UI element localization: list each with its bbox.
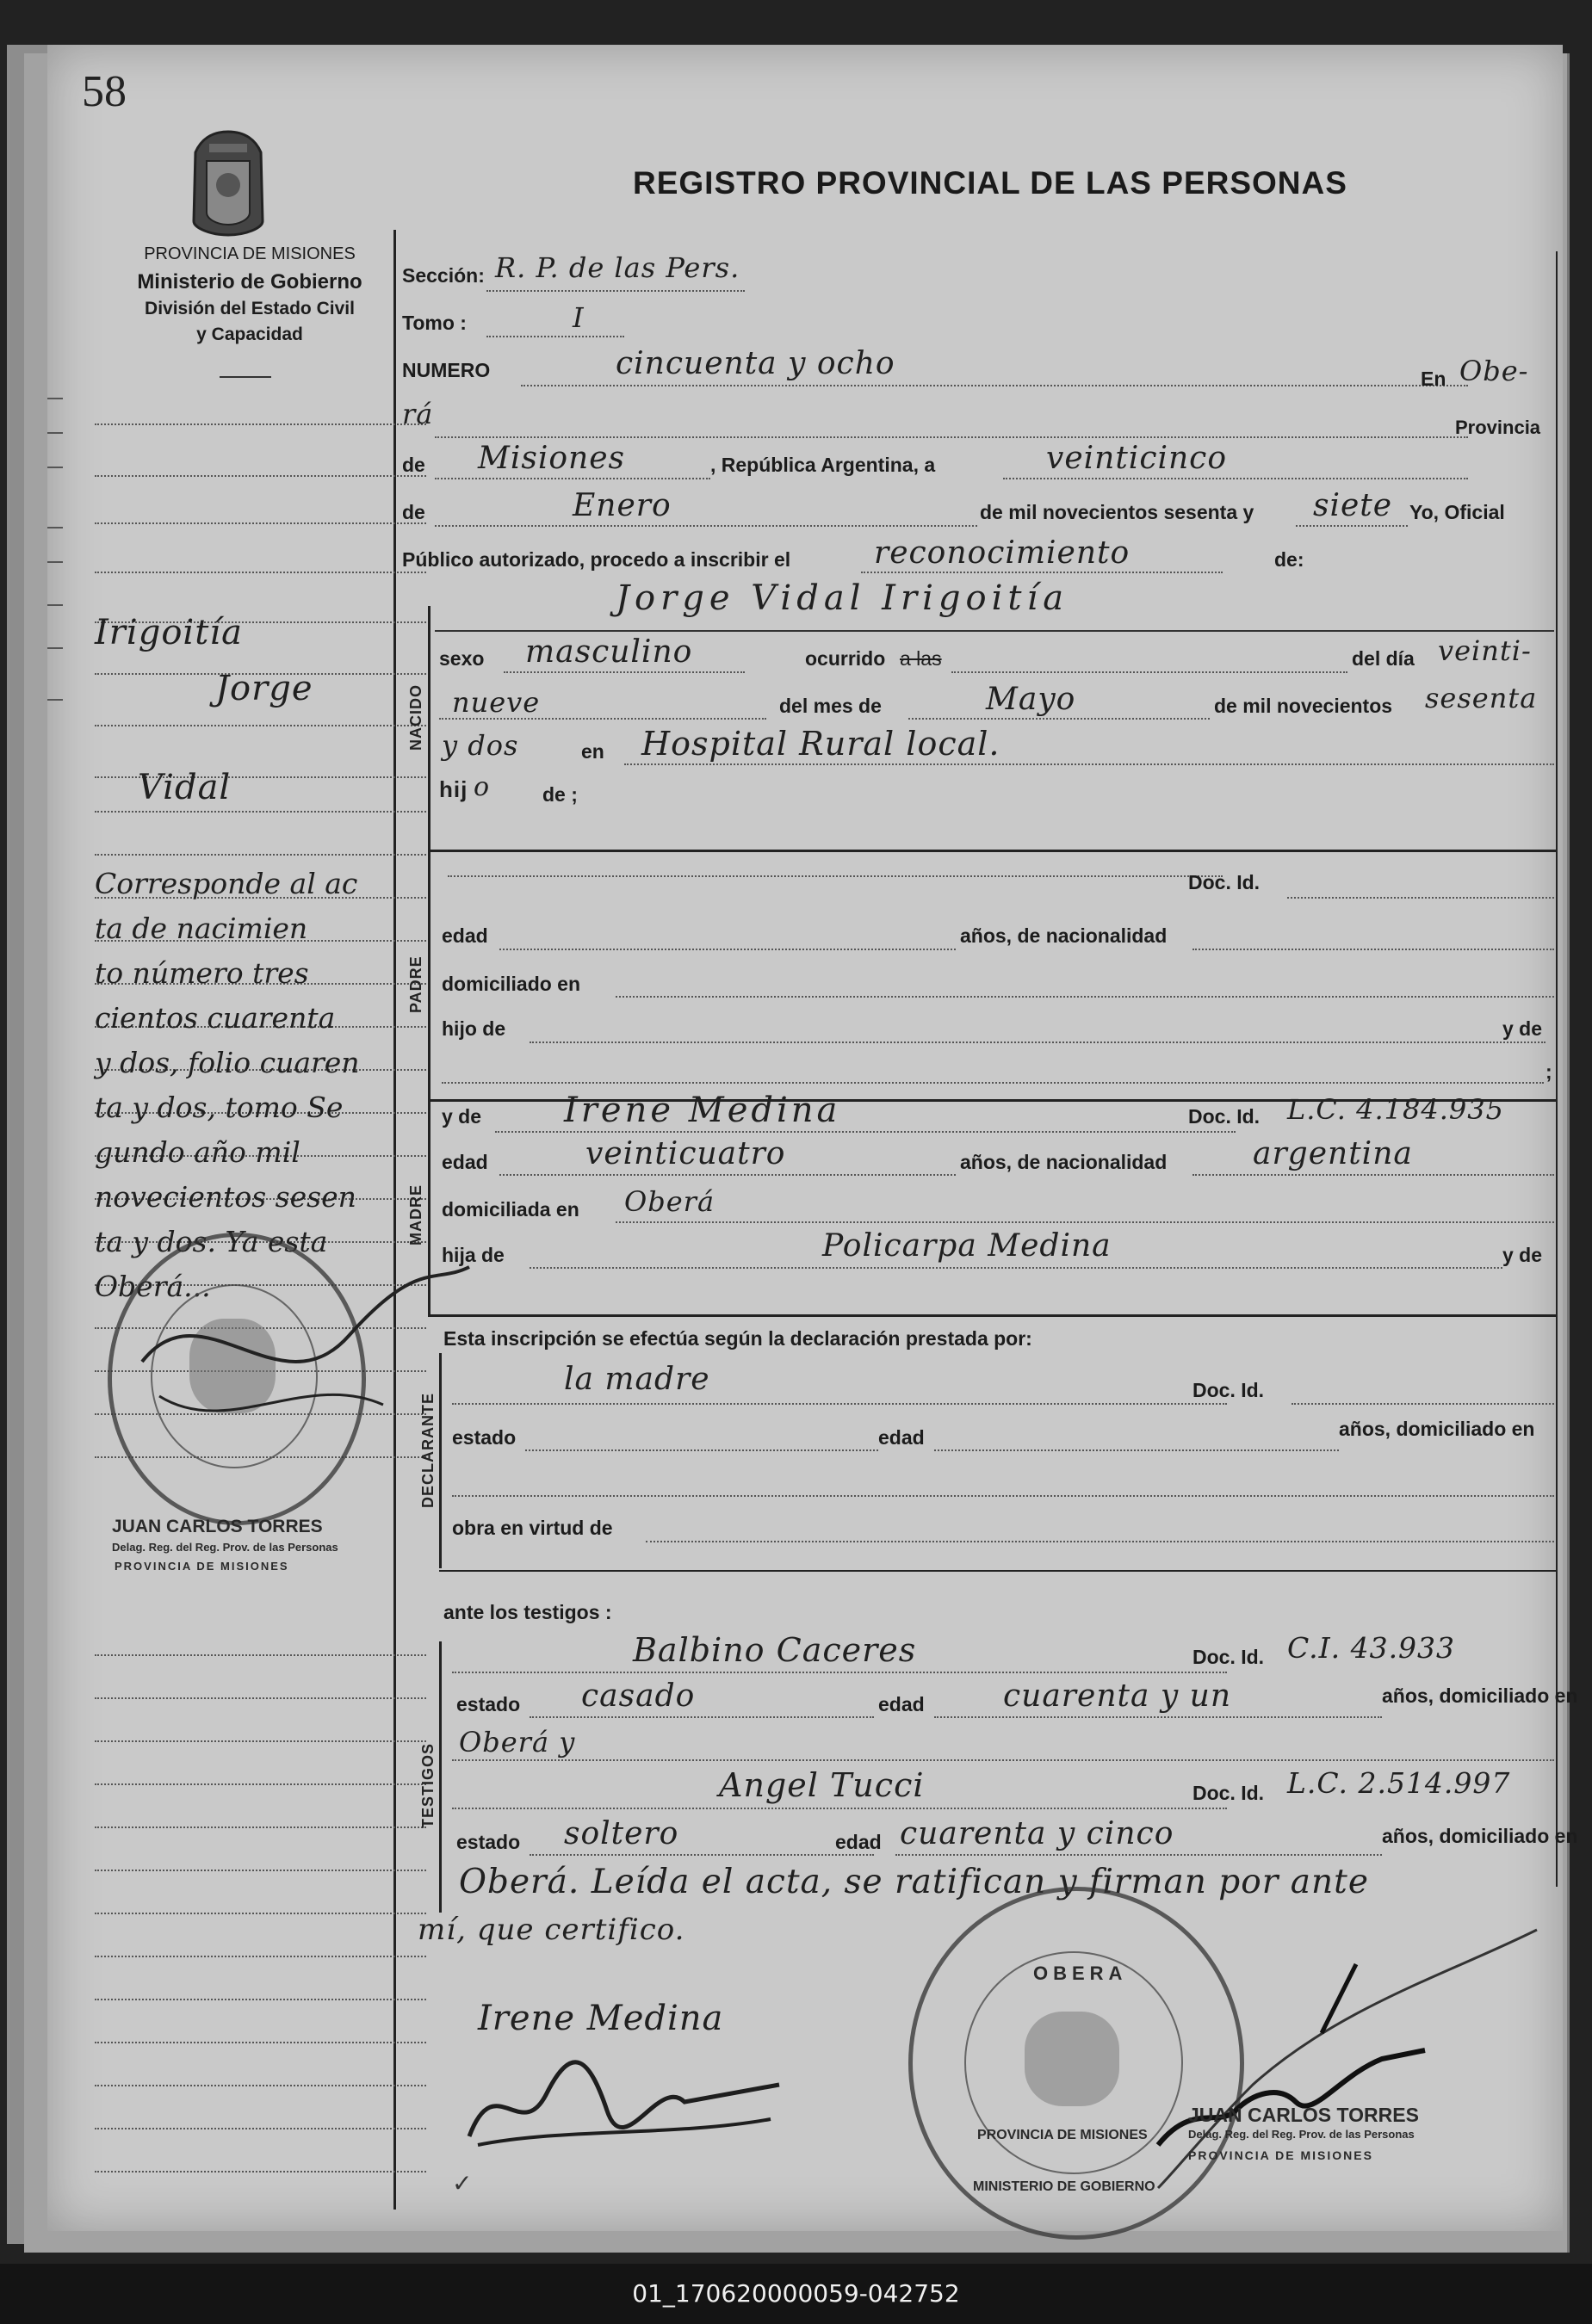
value-en: Obe- (1459, 355, 1529, 387)
value-anio: siete (1313, 488, 1393, 523)
value-numero: cincuenta y ocho (616, 346, 895, 381)
org-line-2: Ministerio de Gobierno (137, 270, 362, 294)
label-doc-id-madre: Doc. Id. (1188, 1105, 1261, 1128)
tab-padre: PADRE (407, 955, 424, 1013)
value-hijo: hij (439, 776, 468, 802)
label-anios-dom-declarante: años, domiciliado en (1339, 1418, 1535, 1440)
value-anio-nac: sesenta (1425, 682, 1538, 714)
margin-surname: Irigoitía (95, 613, 243, 652)
document-id-footer: 01_170620000059-042752 (0, 2264, 1592, 2324)
label-estado-testigo-1: estado (456, 1693, 521, 1715)
margin-stamp-line-3: PROVINCIA DE MISIONES (115, 1560, 289, 1573)
label-y-de-madre-2: y de (1502, 1244, 1543, 1266)
value-testigo-1-estado: casado (581, 1678, 696, 1714)
org-divider (220, 376, 271, 378)
value-declarante: la madre (564, 1362, 710, 1397)
margin-note-line: ta y dos. Ya esta (95, 1225, 328, 1258)
value-acto: reconocimiento (874, 535, 1131, 571)
label-edad-testigo-2: edad (835, 1831, 882, 1853)
label-doc-id-testigo-2: Doc. Id. (1192, 1782, 1265, 1804)
value-tomo: I (573, 301, 585, 334)
value-cierre-2: mí, que certifico. (418, 1913, 685, 1947)
checkmark-icon: ✓ (452, 2170, 473, 2197)
label-edad-declarante: edad (878, 1426, 925, 1449)
label-esta-inscripcion: Esta inscripción se efectúa según la declaración prestada por: (443, 1327, 1032, 1350)
label-anios-dom-testigo-2: años, domiciliado en (1382, 1825, 1578, 1847)
label-de-1: de (402, 454, 425, 476)
margin-name-1: Jorge (215, 669, 313, 708)
value-dia-nac-2: nueve (452, 686, 541, 719)
stamp-prov: PROVINCIA DE MISIONES (977, 2128, 1148, 2142)
label-obra: obra en virtud de (452, 1517, 613, 1539)
value-en-cont: rá (402, 398, 434, 430)
label-estado-testigo-2: estado (456, 1831, 521, 1853)
margin-stamp-line-2: Delag. Reg. del Reg. Prov. de las Personas (112, 1541, 338, 1554)
official-line-2: Delag. Reg. del Reg. Prov. de las Personas (1188, 2128, 1415, 2141)
value-testigo-1-edad: cuarenta y un (1003, 1678, 1232, 1714)
org-line-3: División del Estado Civil (145, 299, 355, 318)
label-publico: Público autorizado, procedo a inscribir el (402, 548, 791, 571)
page-number: 58 (82, 67, 127, 116)
margin-note-line: gundo año mil (95, 1135, 300, 1169)
label-en-2: en (581, 740, 604, 763)
tab-nacido: NACIDO (407, 684, 424, 751)
value-mes: Enero (573, 488, 672, 523)
value-madre-doc: L.C. 4.184.935 (1287, 1093, 1504, 1126)
margin-note-line: ta y dos, tomo Se (95, 1091, 344, 1124)
provincial-crest-icon (177, 127, 280, 243)
margin-note-line: Corresponde al ac (95, 867, 358, 900)
label-nac-madre: años, de nacionalidad (960, 1151, 1168, 1173)
tab-declarante: DECLARANTE (419, 1393, 437, 1508)
value-testigo-2-edad: cuarenta y cinco (900, 1816, 1174, 1851)
value-madre-nac: argentina (1253, 1136, 1413, 1171)
value-anio-nac-2: y dos (442, 729, 519, 762)
official-line-3: PROVINCIA DE MISIONES (1188, 2148, 1373, 2162)
register-page (47, 45, 1578, 2231)
label-hijo-de-padre: hijo de (442, 1017, 506, 1040)
signature-irene-medina: Irene Medina (478, 1999, 724, 2038)
value-hijo-o: o (474, 772, 491, 802)
page-title: REGISTRO PROVINCIAL DE LAS PERSONAS (633, 165, 1347, 201)
official-name: JUAN CARLOS TORRES (1188, 2104, 1419, 2126)
value-madre-hija-de: Policarpa Medina (822, 1228, 1112, 1264)
label-tomo: Tomo : (402, 312, 467, 334)
value-testigo-2-estado: soltero (564, 1816, 679, 1851)
value-testigo-2-doc: L.C. 2.514.997 (1287, 1766, 1511, 1800)
section-rule-testigos (439, 1570, 1556, 1572)
label-en: En (1421, 368, 1446, 390)
label-de-2: de (402, 501, 425, 523)
label-ocurrido: ocurrido (805, 647, 886, 670)
stamp-crest-icon (1025, 2012, 1119, 2106)
margin-note-line: y dos, folio cuaren (95, 1046, 360, 1079)
label-ante-testigos: ante los testigos : (443, 1601, 612, 1623)
value-testigo-1-dom: Oberá y (459, 1726, 576, 1758)
section-rule-declarante (428, 1314, 1556, 1317)
padre-rule (428, 850, 431, 1099)
margin-stamp-name: JUAN CARLOS TORRES (112, 1517, 323, 1536)
value-ocurrido-strike: a las (900, 647, 942, 670)
label-anios-dom-testigo-1: años, domiciliado en (1382, 1684, 1578, 1707)
value-testigo-1: Balbino Caceres (633, 1631, 917, 1669)
label-de-colon: de: (1274, 548, 1304, 571)
label-yo-oficial: Yo, Oficial (1409, 501, 1505, 523)
label-del-dia: del día (1352, 647, 1415, 670)
value-testigo-2: Angel Tucci (719, 1766, 925, 1804)
label-de-mil-2: de mil novecientos (1214, 695, 1393, 717)
label-numero: NUMERO (402, 359, 491, 381)
testigos-rule (439, 1641, 442, 1913)
label-hija-de: hija de (442, 1244, 505, 1266)
value-dia: veinticinco (1046, 441, 1228, 476)
label-edad-testigo-1: edad (878, 1693, 925, 1715)
value-cierre-1: Oberá. Leída el acta, se ratifican y firman por ante (459, 1863, 1369, 1901)
label-de-mil: de mil novecientos sesenta y (980, 501, 1254, 523)
label-doc-id-testigo-1: Doc. Id. (1192, 1646, 1265, 1668)
label-doc-id-padre: Doc. Id. (1188, 871, 1261, 893)
margin-name-2: Vidal (138, 768, 232, 807)
label-y-de-padre: y de (1502, 1017, 1543, 1040)
org-line-1: PROVINCIA DE MISIONES (144, 244, 356, 263)
label-sexo: sexo (439, 647, 485, 670)
witness-signature-scribble (461, 2042, 788, 2154)
label-republica: , República Argentina, a (710, 454, 936, 476)
label-dom-padre: domiciliado en (442, 973, 581, 995)
label-nac-padre: años, de nacionalidad (960, 924, 1168, 947)
tab-madre: MADRE (407, 1184, 424, 1245)
label-hijo-de: de ; (542, 783, 578, 806)
label-del-mes: del mes de (779, 695, 882, 717)
label-edad-padre: edad (442, 924, 488, 947)
value-dia-nac: veinti- (1438, 634, 1532, 667)
value-madre-dom: Oberá (624, 1185, 715, 1218)
value-testigo-1-doc: C.I. 43.933 (1287, 1631, 1456, 1665)
right-border (1556, 251, 1558, 1887)
margin-note-line: Oberá... (95, 1270, 211, 1303)
value-lugar: Hospital Rural local. (641, 725, 1000, 763)
value-seccion: R. P. de las Pers. (495, 251, 740, 284)
label-edad-madre: edad (442, 1151, 488, 1173)
margin-note-line: novecientos sesen (95, 1180, 356, 1214)
stamp-city: OBERA (1033, 1962, 1128, 1984)
value-mes-nac: Mayo (986, 682, 1076, 717)
label-estado-declarante: estado (452, 1426, 517, 1449)
margin-note-line: ta de nacimien (95, 912, 308, 945)
label-dom-madre: domiciliada en (442, 1198, 579, 1221)
org-line-4: y Capacidad (196, 324, 303, 344)
label-semicolon: ; (1546, 1060, 1552, 1083)
label-y-de-madre: y de (442, 1105, 482, 1128)
value-sexo: masculino (525, 634, 693, 670)
margin-note-line: to número tres (95, 956, 309, 990)
margin-note-line: cientos cuarenta (95, 1001, 336, 1035)
label-seccion: Sección: (402, 264, 485, 287)
value-nombre: Jorge Vidal Irigoitía (616, 578, 1069, 618)
label-doc-id-declarante: Doc. Id. (1192, 1379, 1265, 1401)
label-provincia: Provincia (1455, 417, 1541, 438)
declarante-rule (439, 1353, 442, 1568)
value-provincia: Misiones (478, 441, 626, 476)
tab-testigos: TESTIGOS (419, 1742, 437, 1828)
madre-rule (428, 1099, 431, 1314)
section-rule-padre (428, 850, 1556, 852)
nacido-rule (428, 606, 431, 851)
value-madre-nombre: Irene Medina (564, 1091, 841, 1130)
stamp-bottom: MINISTERIO DE GOBIERNO (973, 2179, 1155, 2194)
value-madre-edad: veinticuatro (585, 1136, 786, 1171)
